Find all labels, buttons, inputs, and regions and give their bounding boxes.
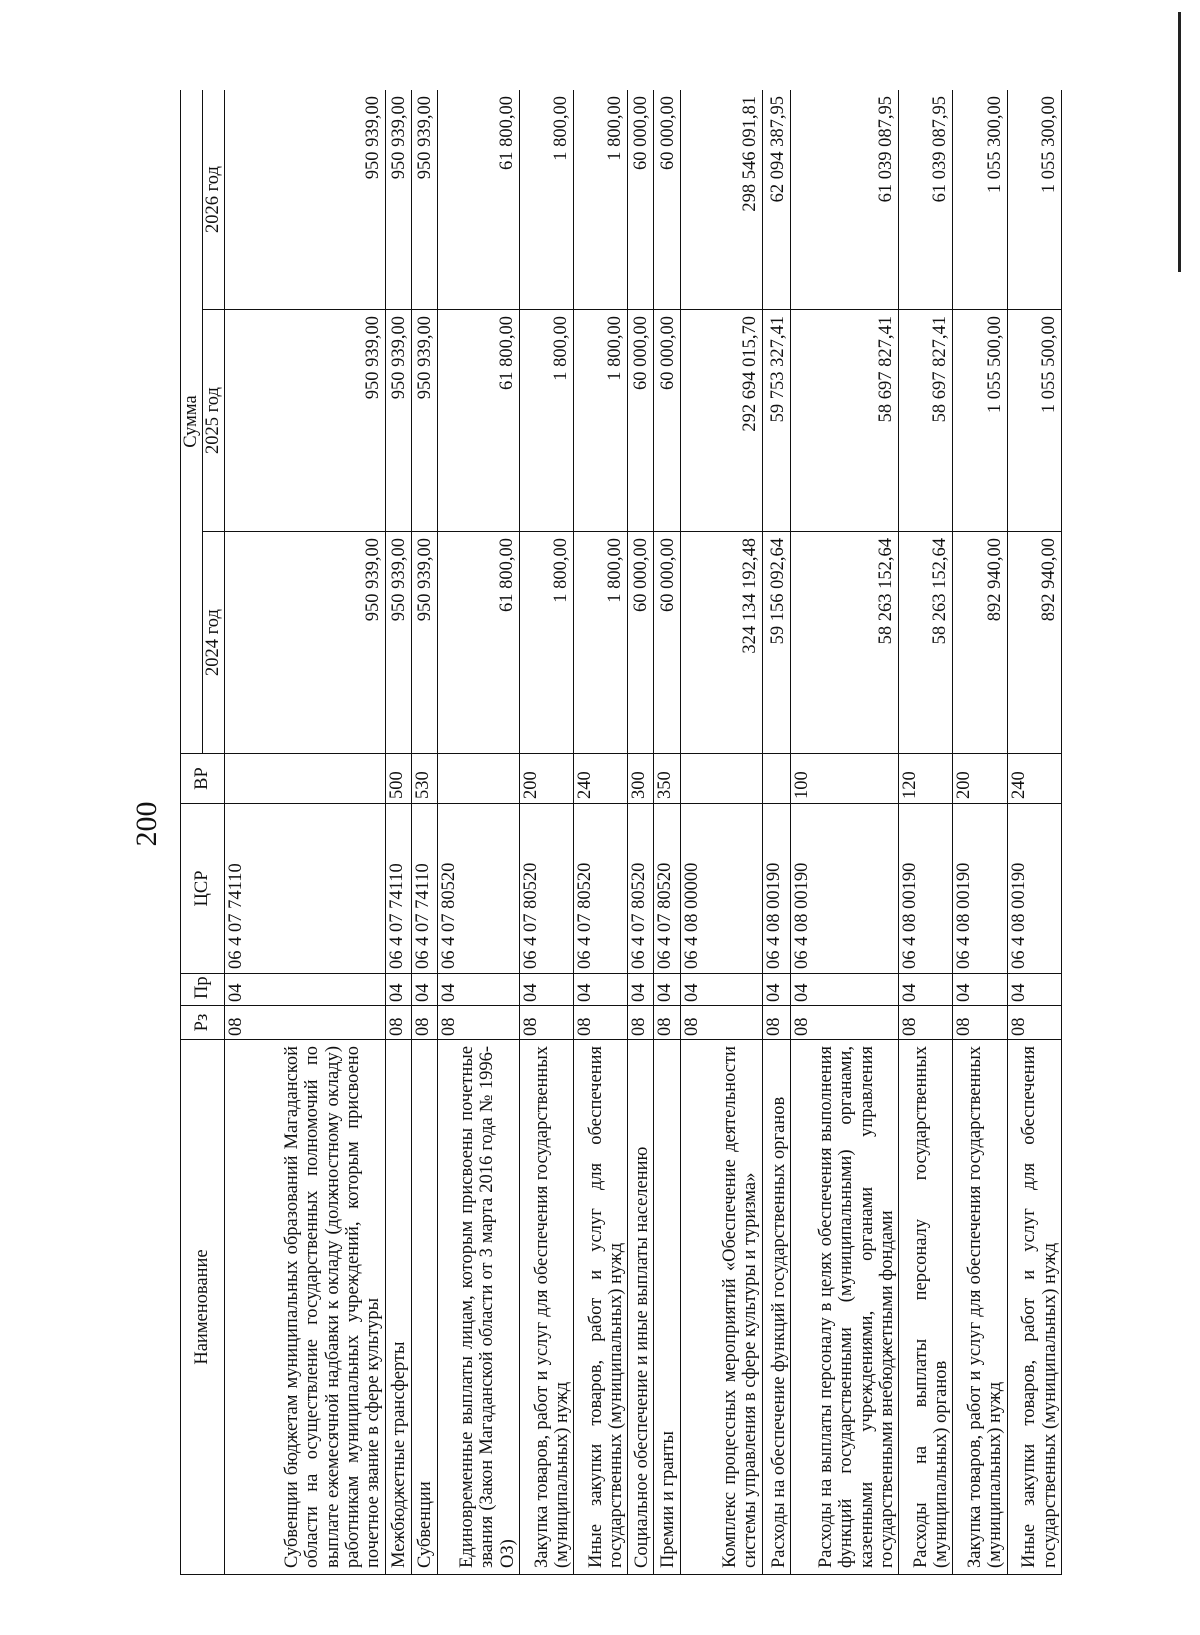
row-amount-2026: 298 546 091,81 bbox=[680, 90, 762, 310]
row-pr: 04 bbox=[899, 974, 953, 1006]
row-csr: 06 4 08 00190 bbox=[1007, 804, 1061, 974]
row-amount-2025: 292 694 015,70 bbox=[680, 310, 762, 532]
row-pr: 04 bbox=[225, 974, 386, 1006]
row-amount-2026: 61 039 087,95 bbox=[899, 90, 953, 310]
row-pr: 04 bbox=[654, 974, 680, 1006]
table-row bbox=[225, 90, 386, 1575]
row-vr bbox=[680, 754, 762, 804]
table-row bbox=[680, 90, 762, 1575]
row-amount-2024: 892 940,00 bbox=[1007, 532, 1061, 754]
row-amount-2024: 59 156 092,64 bbox=[762, 532, 790, 754]
row-amount-2024: 60 000,00 bbox=[628, 532, 654, 754]
row-rz: 08 bbox=[899, 1006, 953, 1040]
row-amount-2025: 58 697 827,41 bbox=[899, 310, 953, 532]
row-amount-2025: 60 000,00 bbox=[654, 310, 680, 532]
header-pr: Пр bbox=[181, 974, 225, 1006]
row-amount-2026: 1 055 300,00 bbox=[953, 90, 1007, 310]
row-pr: 04 bbox=[411, 974, 437, 1006]
row-amount-2026: 60 000,00 bbox=[628, 90, 654, 310]
row-amount-2026: 61 800,00 bbox=[437, 90, 519, 310]
header-year-2026: 2026 год bbox=[203, 90, 225, 310]
row-amount-2026: 950 939,00 bbox=[411, 90, 437, 310]
row-rz: 08 bbox=[225, 1006, 386, 1040]
row-pr: 04 bbox=[628, 974, 654, 1006]
table-row bbox=[574, 90, 628, 1575]
row-amount-2025: 1 800,00 bbox=[520, 310, 574, 532]
page-number: 200 bbox=[130, 801, 163, 847]
table-body bbox=[225, 90, 1062, 1575]
row-vr: 120 bbox=[899, 754, 953, 804]
row-amount-2024: 892 940,00 bbox=[953, 532, 1007, 754]
row-amount-2025: 59 753 327,41 bbox=[762, 310, 790, 532]
row-amount-2025: 950 939,00 bbox=[385, 310, 411, 532]
row-amount-2025: 950 939,00 bbox=[411, 310, 437, 532]
row-name: Единовременные выплаты лицам, которым присвоены почетные звания (Закон Магаданской области от 3 марта 2016 года № 1996-ОЗ) bbox=[437, 1040, 519, 1575]
row-rz: 08 bbox=[790, 1006, 898, 1040]
row-csr: 06 4 07 80520 bbox=[574, 804, 628, 974]
row-name: Закупка товаров, работ и услуг для обеспечения государственных (муниципальных) нужд bbox=[953, 1040, 1007, 1575]
row-amount-2026: 61 039 087,95 bbox=[790, 90, 898, 310]
row-csr: 06 4 07 80520 bbox=[520, 804, 574, 974]
row-vr: 350 bbox=[654, 754, 680, 804]
row-vr: 530 bbox=[411, 754, 437, 804]
table-row bbox=[628, 90, 654, 1575]
row-csr: 06 4 08 00190 bbox=[790, 804, 898, 974]
row-pr: 04 bbox=[680, 974, 762, 1006]
row-pr: 04 bbox=[762, 974, 790, 1006]
row-csr: 06 4 08 00190 bbox=[899, 804, 953, 974]
header-rz: Рз bbox=[181, 1006, 225, 1040]
table-row bbox=[790, 90, 898, 1575]
row-vr: 300 bbox=[628, 754, 654, 804]
row-rz: 08 bbox=[762, 1006, 790, 1040]
row-rz: 08 bbox=[628, 1006, 654, 1040]
row-name: Расходы на выплаты персоналу государственных (муниципальных) органов bbox=[899, 1040, 953, 1575]
row-amount-2025: 1 055 500,00 bbox=[1007, 310, 1061, 532]
row-amount-2024: 950 939,00 bbox=[385, 532, 411, 754]
row-rz: 08 bbox=[520, 1006, 574, 1040]
row-rz: 08 bbox=[574, 1006, 628, 1040]
row-csr: 06 4 07 80520 bbox=[628, 804, 654, 974]
row-amount-2026: 950 939,00 bbox=[225, 90, 386, 310]
row-name: Социальное обеспечение и иные выплаты населению bbox=[628, 1040, 654, 1575]
row-amount-2024: 1 800,00 bbox=[574, 532, 628, 754]
row-name: Премии и гранты bbox=[654, 1040, 680, 1575]
row-vr: 240 bbox=[1007, 754, 1061, 804]
row-csr: 06 4 08 00190 bbox=[762, 804, 790, 974]
row-csr: 06 4 07 80520 bbox=[654, 804, 680, 974]
row-amount-2026: 1 800,00 bbox=[520, 90, 574, 310]
row-name: Закупка товаров, работ и услуг для обеспечения государственных (муниципальных) нужд bbox=[520, 1040, 574, 1575]
row-amount-2024: 58 263 152,64 bbox=[899, 532, 953, 754]
row-name: Расходы на выплаты персоналу в целях обеспечения выполнения функций государственными (муниципальными) органами, казенными учреждениями, органами управления государственными внебюджетными фондами bbox=[790, 1040, 898, 1575]
row-name: Комплекс процессных мероприятий «Обеспечение деятельности системы управления в сфере культуры и туризма» bbox=[680, 1040, 762, 1575]
row-pr: 04 bbox=[1007, 974, 1061, 1006]
row-vr: 200 bbox=[953, 754, 1007, 804]
row-csr: 06 4 08 00000 bbox=[680, 804, 762, 974]
margin-line bbox=[1178, 12, 1181, 272]
row-name: Субвенции bbox=[411, 1040, 437, 1575]
row-name: Субвенции бюджетам муниципальных образований Магаданской области на осуществление государственных полномочий по выплате ежемесячной надбавки к окладу (должностному окладу) работникам муниципальных учреждений, которым присвоено почетное звание в сфере культуры bbox=[225, 1040, 386, 1575]
row-rz: 08 bbox=[437, 1006, 519, 1040]
rotated-table-container bbox=[180, 90, 1062, 1575]
row-amount-2024: 950 939,00 bbox=[411, 532, 437, 754]
row-amount-2024: 950 939,00 bbox=[225, 532, 386, 754]
row-name: Межбюджетные трансферты bbox=[385, 1040, 411, 1575]
header-row-1 bbox=[181, 90, 203, 1575]
row-amount-2026: 62 094 387,95 bbox=[762, 90, 790, 310]
row-pr: 04 bbox=[520, 974, 574, 1006]
row-rz: 08 bbox=[953, 1006, 1007, 1040]
table-row bbox=[899, 90, 953, 1575]
row-rz: 08 bbox=[411, 1006, 437, 1040]
row-rz: 08 bbox=[385, 1006, 411, 1040]
row-name: Иные закупки товаров, работ и услуг для обеспечения государственных (муниципальных) нужд bbox=[574, 1040, 628, 1575]
row-csr: 06 4 07 80520 bbox=[437, 804, 519, 974]
row-amount-2025: 1 800,00 bbox=[574, 310, 628, 532]
row-pr: 04 bbox=[574, 974, 628, 1006]
row-pr: 04 bbox=[790, 974, 898, 1006]
row-amount-2024: 60 000,00 bbox=[654, 532, 680, 754]
row-amount-2026: 950 939,00 bbox=[385, 90, 411, 310]
row-amount-2025: 58 697 827,41 bbox=[790, 310, 898, 532]
header-sum: Сумма bbox=[181, 90, 203, 754]
header-vr: ВР bbox=[181, 754, 225, 804]
row-name: Расходы на обеспечение функций государственных органов bbox=[762, 1040, 790, 1575]
table-row bbox=[385, 90, 411, 1575]
row-pr: 04 bbox=[437, 974, 519, 1006]
row-name: Иные закупки товаров, работ и услуг для обеспечения государственных (муниципальных) нужд bbox=[1007, 1040, 1061, 1575]
row-amount-2025: 950 939,00 bbox=[225, 310, 386, 532]
row-amount-2026: 1 055 300,00 bbox=[1007, 90, 1061, 310]
row-csr: 06 4 07 74110 bbox=[385, 804, 411, 974]
table-row bbox=[1007, 90, 1061, 1575]
row-rz: 08 bbox=[680, 1006, 762, 1040]
budget-table bbox=[180, 90, 1062, 1575]
row-csr: 06 4 07 74110 bbox=[411, 804, 437, 974]
table-row bbox=[411, 90, 437, 1575]
row-pr: 04 bbox=[385, 974, 411, 1006]
header-csr: ЦСР bbox=[181, 804, 225, 974]
row-csr: 06 4 08 00190 bbox=[953, 804, 1007, 974]
table-row bbox=[953, 90, 1007, 1575]
row-amount-2024: 1 800,00 bbox=[520, 532, 574, 754]
table-row bbox=[762, 90, 790, 1575]
row-amount-2025: 61 800,00 bbox=[437, 310, 519, 532]
table-row bbox=[437, 90, 519, 1575]
row-csr: 06 4 07 74110 bbox=[225, 804, 386, 974]
row-vr bbox=[437, 754, 519, 804]
row-pr: 04 bbox=[953, 974, 1007, 1006]
row-amount-2026: 60 000,00 bbox=[654, 90, 680, 310]
row-amount-2024: 58 263 152,64 bbox=[790, 532, 898, 754]
table-row bbox=[654, 90, 680, 1575]
header-year-2025: 2025 год bbox=[203, 310, 225, 532]
header-year-2024: 2024 год bbox=[203, 532, 225, 754]
row-amount-2025: 1 055 500,00 bbox=[953, 310, 1007, 532]
row-vr: 100 bbox=[790, 754, 898, 804]
table-row bbox=[520, 90, 574, 1575]
row-rz: 08 bbox=[1007, 1006, 1061, 1040]
row-vr: 500 bbox=[385, 754, 411, 804]
row-amount-2024: 324 134 192,48 bbox=[680, 532, 762, 754]
row-vr bbox=[762, 754, 790, 804]
row-vr bbox=[225, 754, 386, 804]
row-amount-2024: 61 800,00 bbox=[437, 532, 519, 754]
row-vr: 200 bbox=[520, 754, 574, 804]
row-rz: 08 bbox=[654, 1006, 680, 1040]
row-amount-2026: 1 800,00 bbox=[574, 90, 628, 310]
row-amount-2025: 60 000,00 bbox=[628, 310, 654, 532]
row-vr: 240 bbox=[574, 754, 628, 804]
header-name: Наименование bbox=[181, 1040, 225, 1575]
